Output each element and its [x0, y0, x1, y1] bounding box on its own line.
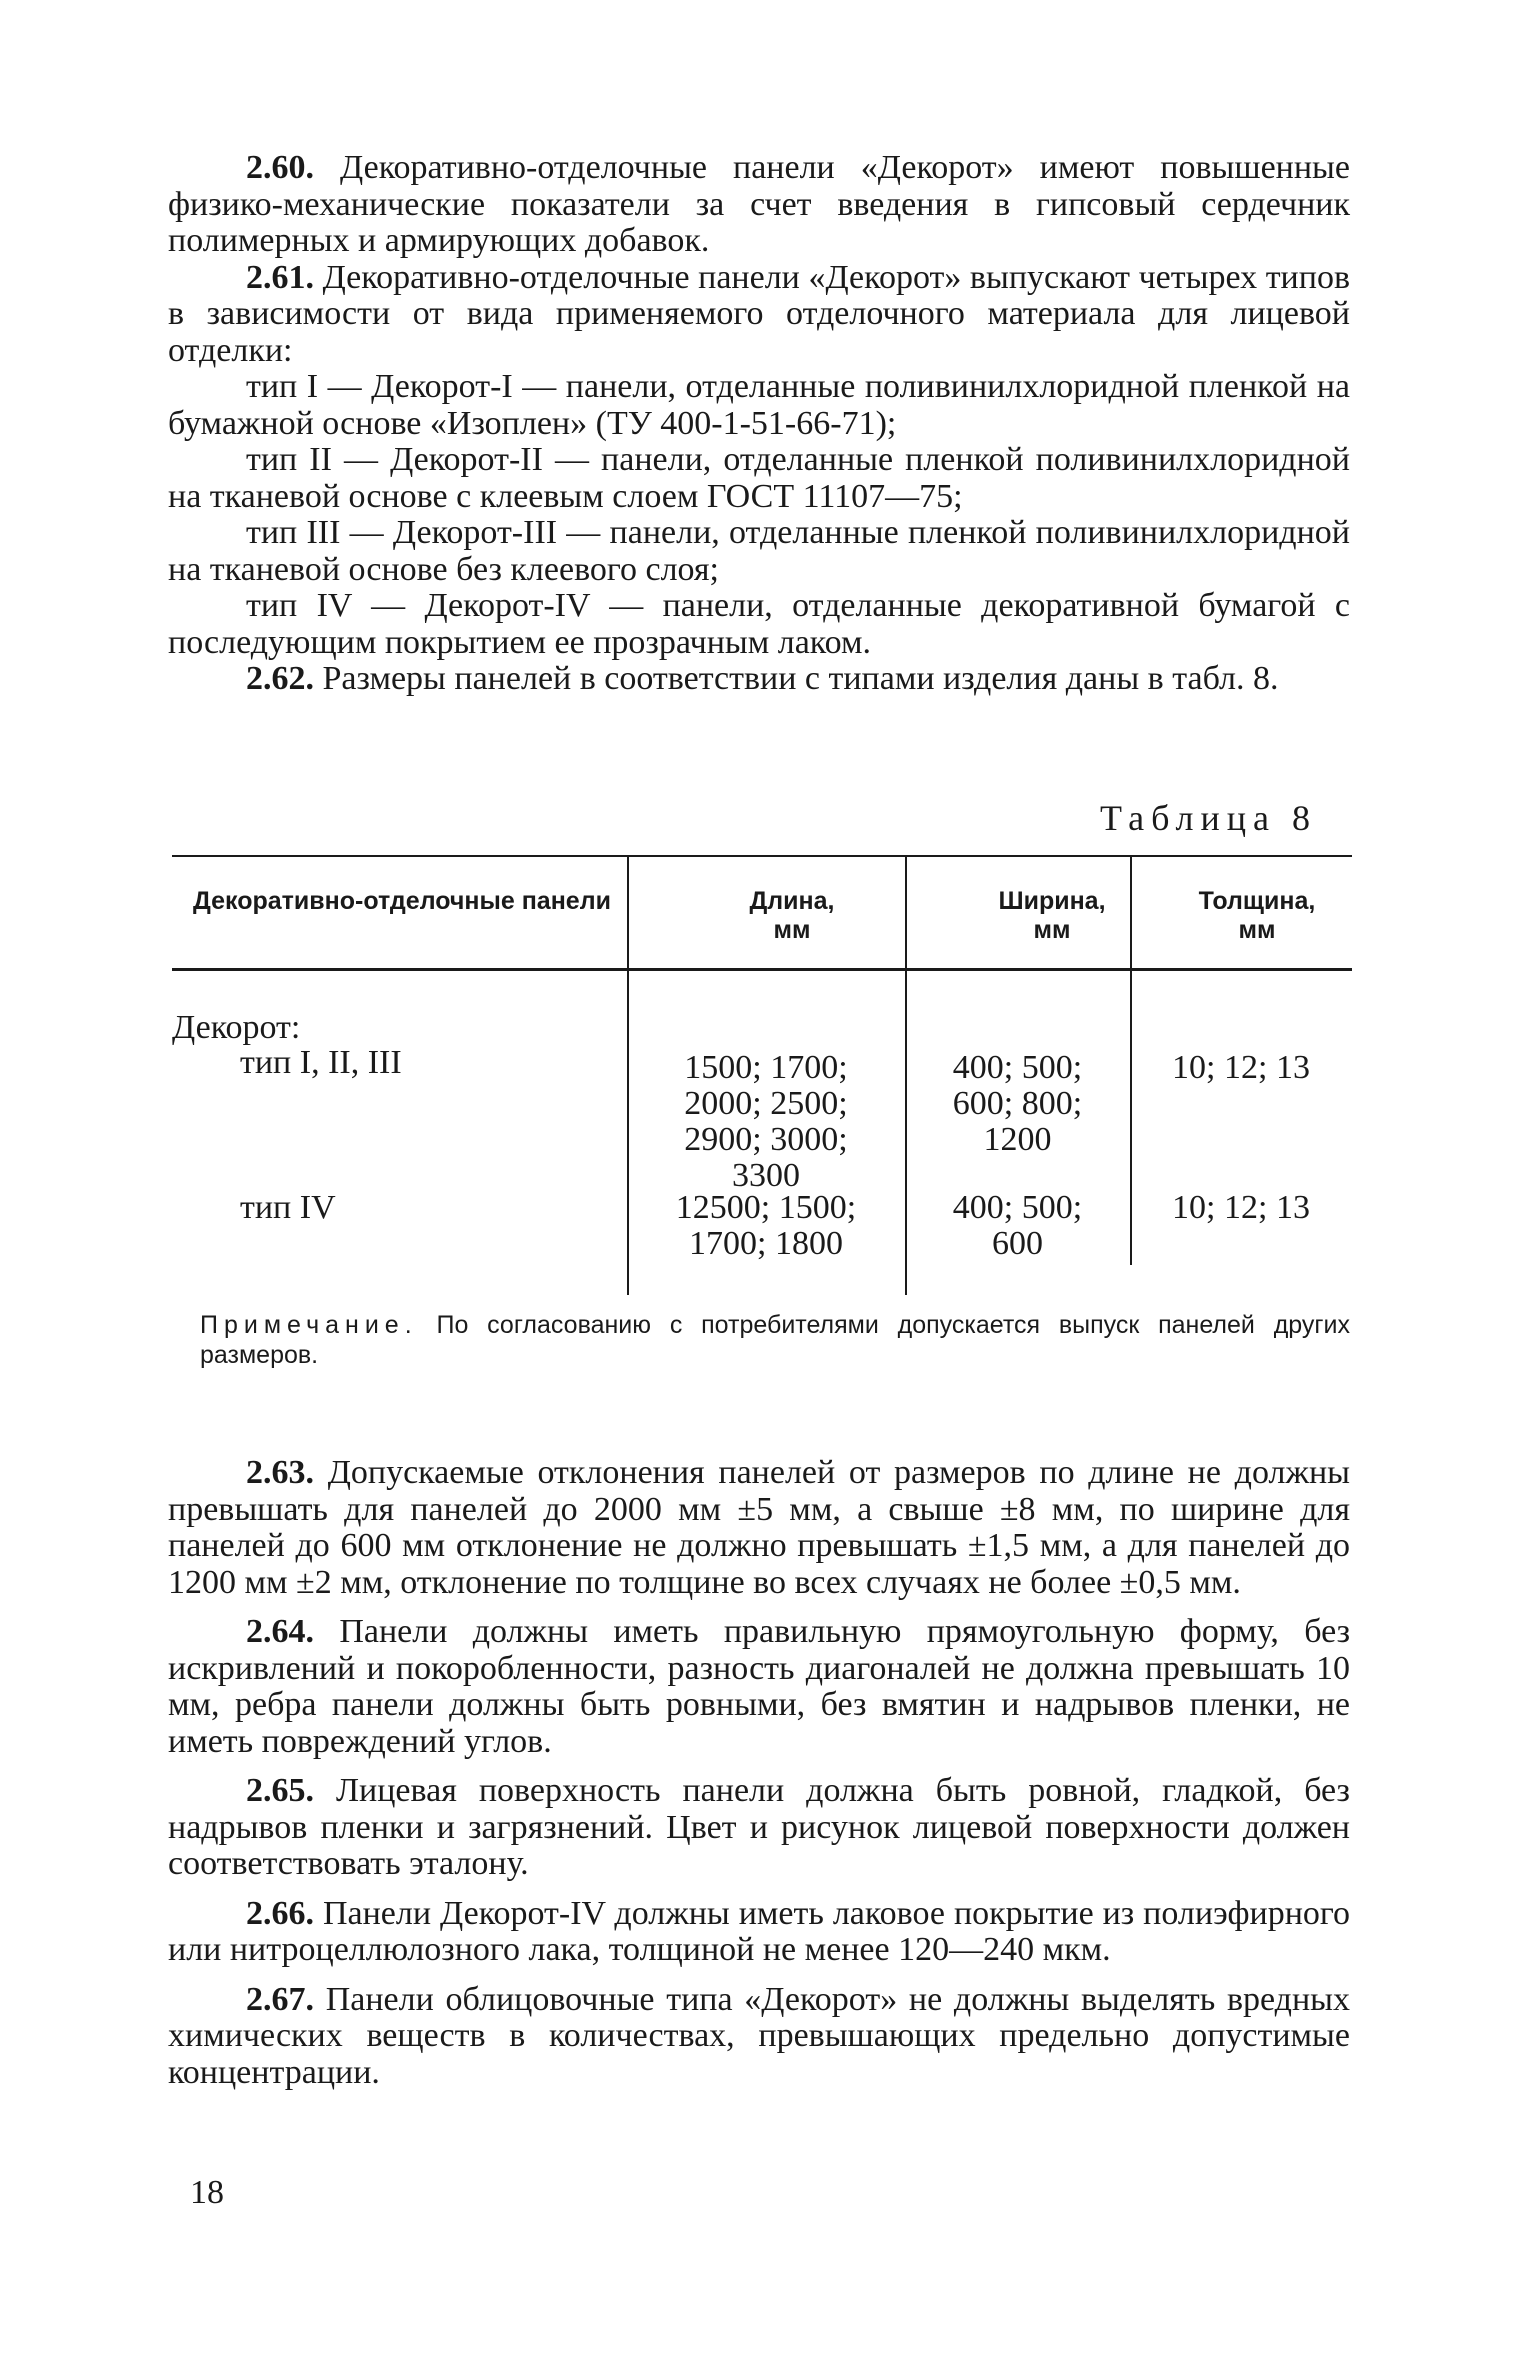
cell-thickness: 10; 12; 13: [1172, 1189, 1310, 1226]
paragraph-type-1: тип I — Декорот-I — панели, отделанные поливинилхлоридной пленкой на бумажной основе «Изоплен» (ТУ 400-1-51-66-71);: [168, 368, 1350, 442]
row-type: тип I, II, III: [240, 1044, 402, 1081]
paragraph-type-2: тип II — Декорот-II — панели, отделанные пленкой поливинилхлоридной на тканевой основе с клеевым слоем ГОСТ 11107—75;: [168, 441, 1350, 515]
table-header-rule: [172, 968, 1352, 971]
paragraph-2-64: 2.64. Панели должны иметь правильную прямоугольную форму, без искривлений и покоробленности, разность диагоналей не должна превышать 10 мм, ребра панели должны быть ровными, без вмятин и надрывов пленки, не иметь повреждений углов.: [168, 1613, 1351, 1760]
paragraph-2-60: 2.60. Декоративно-отделочные панели «Декорот» имеют повышенные физико-механические показатели за счет введения в гипсовый сердечник полимерных и армирующих добавок.: [168, 149, 1350, 259]
page-number: 18: [190, 2174, 224, 2211]
paragraph-2-65: 2.65. Лицевая поверхность панели должна быть ровной, гладкой, без надрывов пленки и загрязнений. Цвет и рисунок лицевой поверхности должен соответствовать эталону.: [168, 1772, 1350, 1882]
cell-thickness: 10; 12; 13: [1172, 1049, 1310, 1086]
cell-length: 12500; 1500; 1700; 1800: [675, 1189, 857, 1262]
header-length: Длина, мм: [749, 887, 835, 944]
paragraph-2-66: 2.66. Панели Декорот-IV должны иметь лаковое покрытие из полиэфирного или нитроцеллюлозного лака, толщиной не менее 120—240 мкм.: [168, 1894, 1351, 1968]
paragraph-2-63: 2.63. Допускаемые отклонения панелей от размеров по длине не должны превышать для панелей до 2000 мм ±5 мм, а свыше ±8 мм, по ширине для панелей до 600 мм отклонение не должно превышать ±1,5 мм, а для панелей до 1200 мм ±2 мм, отклонение по толщине во всех случаях не более ±0,5 мм.: [168, 1454, 1350, 1601]
dimensions-table: [172, 855, 1352, 1295]
header-panels: Декоративно-отделочные панели: [193, 887, 611, 915]
header-width: Ширина, мм: [998, 887, 1106, 944]
table-note: [200, 1310, 1350, 1370]
table-top-rule: [172, 855, 1352, 857]
group-label: Декорот:: [172, 1009, 301, 1046]
cell-width: 400; 500; 600; 800; 1200: [952, 1049, 1083, 1158]
paragraph-2-61: 2.61. Декоративно-отделочные панели «Декорот» выпускают четырех типов в зависимости от вида применяемого отделочного материала для лицевой отделки:: [168, 258, 1350, 369]
paragraph-2-62: 2.62. Размеры панелей в соответствии с типами изделия даны в табл. 8.: [246, 660, 1279, 697]
note-label: Примечание.: [200, 1311, 418, 1339]
cell-length: 1500; 1700; 2000; 2500; 2900; 3000; 3300: [684, 1049, 848, 1194]
paragraph-type-4: тип IV — Декорот-IV — панели, отделанные декоративной бумагой с последующим покрытием ее прозрачным лаком.: [168, 587, 1350, 661]
section-bottom-paragraphs: [168, 1455, 1350, 2091]
header-thickness: Толщина, мм: [1198, 887, 1316, 944]
row-type: тип IV: [240, 1189, 336, 1226]
note-text: По согласованию с потребителями допускается выпуск панелей других размеров.: [200, 1311, 1350, 1369]
paragraph-type-3: тип III — Декорот-III — панели, отделанные пленкой поливинилхлоридной на тканевой основе без клеевого слоя;: [168, 514, 1350, 588]
paragraph-2-67: 2.67. Панели облицовочные типа «Декорот» не должны выделять вредных химических веществ в количествах, превышающих предельно допустимые концентрации.: [168, 1980, 1350, 2091]
table-caption: Таблица 8: [1100, 798, 1317, 838]
section-top-paragraphs: [168, 150, 1350, 698]
cell-width: 400; 500; 600: [952, 1189, 1083, 1262]
